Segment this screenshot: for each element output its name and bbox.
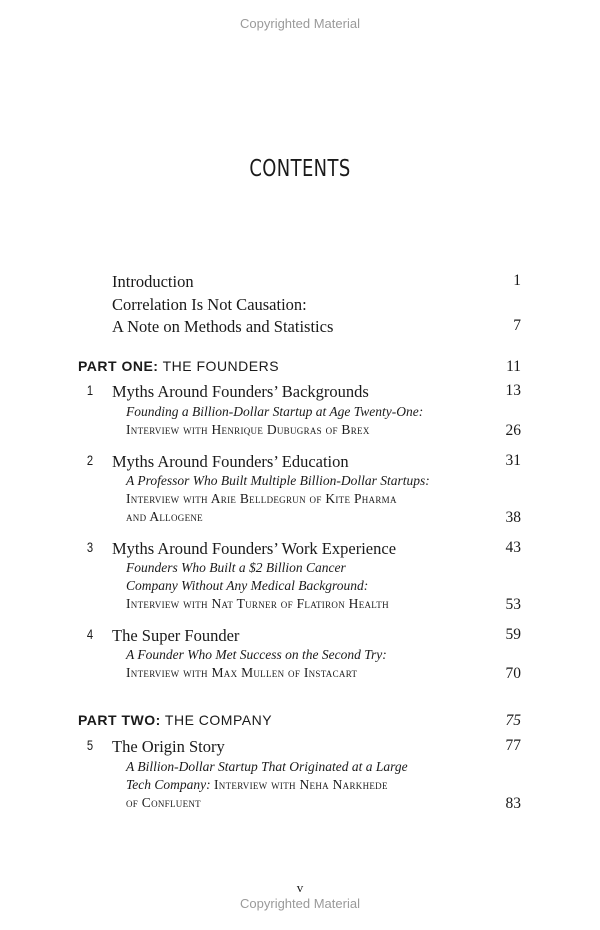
interview-title: Founding a Billion-Dollar Startup at Age Twenty-One: <box>126 404 424 419</box>
part-page: 11 <box>506 358 521 375</box>
interview-title: Company Without Any Medical Background: <box>126 578 369 593</box>
chapter-page: 77 <box>505 737 521 754</box>
interview-subject: Interview with Nat Turner of Flatiron Health <box>126 596 389 611</box>
part-page: 75 <box>505 712 521 729</box>
interview-page: 26 <box>505 422 521 439</box>
part-label <box>78 358 279 374</box>
chapter-title: Myths Around Founders’ Work Experience <box>112 539 397 558</box>
toc-entry-page: 7 <box>513 317 521 334</box>
part-number: PART TWO: <box>78 712 161 728</box>
interview-title: A Professor Who Built Multiple Billion-Dollar Startups: <box>126 473 430 488</box>
chapter-number: 5 <box>86 737 94 753</box>
page-title: CONTENTS <box>249 156 351 182</box>
interview-subject: Interview with Arie Belldegrun of Kite Pharma <box>126 491 397 506</box>
chapter-page: 31 <box>505 452 521 469</box>
chapter-title: The Super Founder <box>112 626 240 645</box>
chapter-number: 3 <box>86 539 94 555</box>
interview-page: 70 <box>505 665 521 682</box>
chapter-title: The Origin Story <box>112 737 225 756</box>
part-number: PART ONE: <box>78 358 159 374</box>
chapter-page: 43 <box>505 539 521 556</box>
interview-page: 53 <box>505 596 521 613</box>
toc-entry-page: 1 <box>513 272 521 289</box>
part-name: THE COMPANY <box>164 712 273 728</box>
chapter-title: Myths Around Founders’ Backgrounds <box>112 382 369 401</box>
interview-subject: and Allogene <box>126 509 203 524</box>
chapter-title: Myths Around Founders’ Education <box>112 452 349 471</box>
interview-title: A Billion-Dollar Startup That Originated at a Large <box>126 759 408 774</box>
interview-subject: Interview with Henrique Dubugras of Brex <box>126 422 370 437</box>
toc-entry-title: Correlation Is Not Causation: <box>112 295 307 314</box>
chapter-number: 1 <box>86 382 94 398</box>
part-name: THE FOUNDERS <box>162 358 280 374</box>
interview-title: A Founder Who Met Success on the Second Try: <box>126 647 387 662</box>
interview-title: Tech Company: <box>126 777 211 792</box>
interview-subject: Interview with Max Mullen of Instacart <box>126 665 358 680</box>
toc-entry-title: Introduction <box>112 272 194 291</box>
chapter-number: 2 <box>86 452 94 468</box>
watermark-bottom: Copyrighted Material <box>240 896 360 911</box>
chapter-page: 59 <box>505 626 521 643</box>
watermark-top: Copyrighted Material <box>240 16 360 31</box>
interview-page: 38 <box>505 509 521 526</box>
interview-page: 83 <box>505 795 521 812</box>
chapter-number: 4 <box>86 626 94 642</box>
toc-entry-title: A Note on Methods and Statistics <box>112 317 334 336</box>
interview-title: Founders Who Built a $2 Billion Cancer <box>126 560 346 575</box>
interview-subject: of Confluent <box>126 795 201 810</box>
chapter-page: 13 <box>505 382 521 399</box>
part-label <box>78 712 272 728</box>
page-folio: v <box>296 880 304 895</box>
interview-subject: Interview with Neha Narkhede <box>214 777 388 792</box>
